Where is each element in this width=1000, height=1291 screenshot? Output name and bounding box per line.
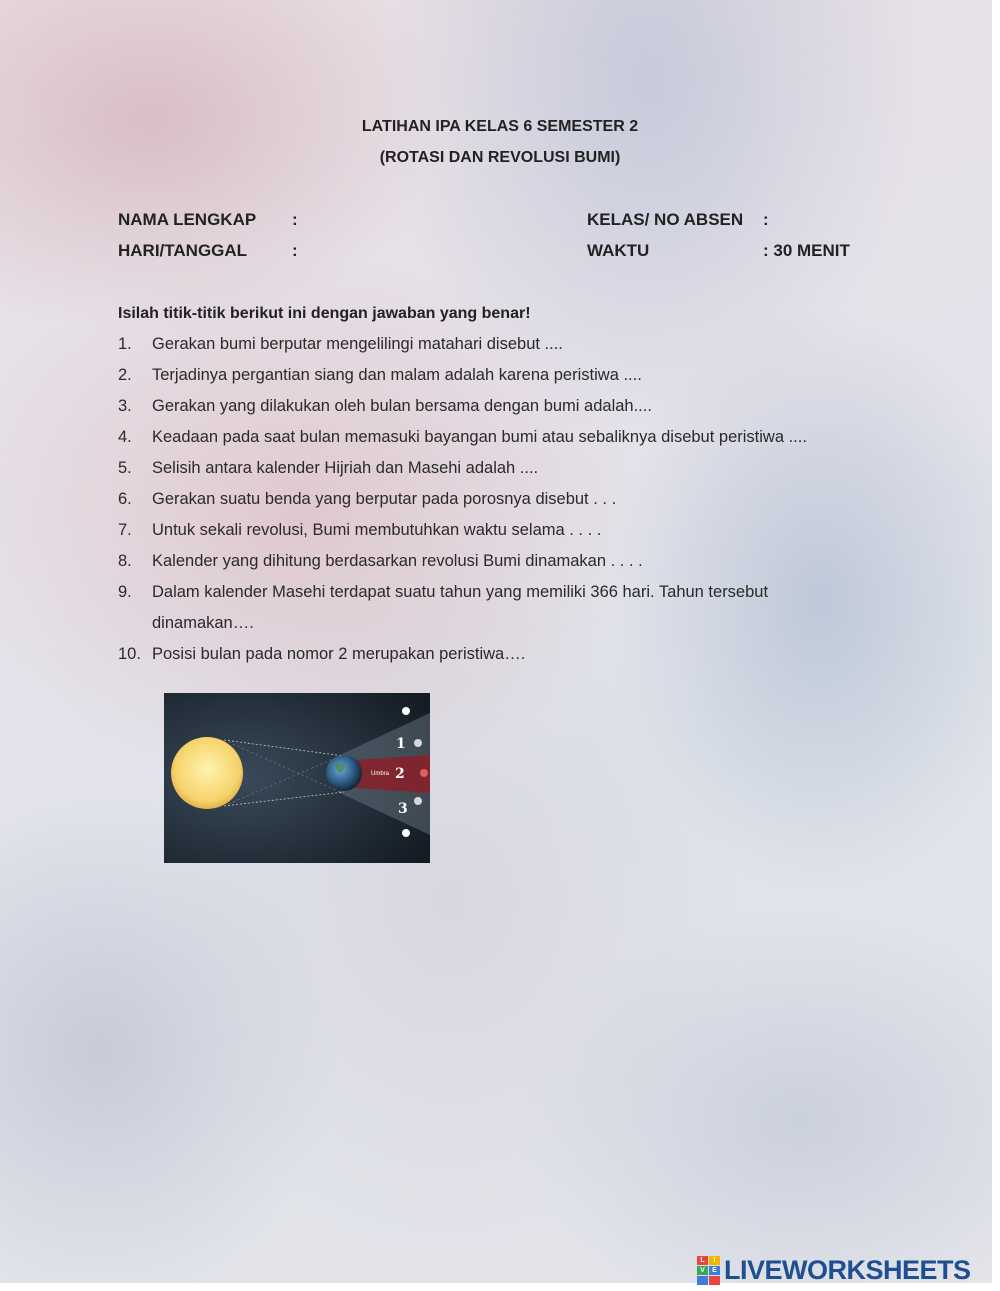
- lunar-eclipse-figure: [164, 693, 430, 863]
- time-value: : 30 MENIT: [763, 241, 850, 260]
- sun: [171, 737, 243, 809]
- worksheet-subtitle: (ROTASI DAN REVOLUSI BUMI): [379, 149, 621, 166]
- name-label: NAMA LENGKAP: [118, 210, 257, 229]
- question-number: 2.: [118, 366, 132, 384]
- date-colon: :: [292, 241, 298, 260]
- question-number: 7.: [118, 521, 132, 539]
- worksheet-title: LATIHAN IPA KELAS 6 SEMESTER 2: [361, 118, 639, 135]
- moon-position-3: [414, 797, 422, 805]
- time-label: WAKTU: [587, 241, 650, 260]
- question-number: 8.: [118, 552, 132, 570]
- logo-letter: L: [697, 1256, 708, 1265]
- moon-position: [402, 829, 410, 837]
- name-colon: :: [292, 210, 298, 229]
- moon-label-2: 2: [395, 766, 405, 782]
- moon-position-1: [414, 739, 422, 747]
- question-text: Selisih antara kalender Hijriah dan Masehi adalah ....: [152, 459, 539, 477]
- logo-letter: I: [709, 1256, 720, 1265]
- question-text: Keadaan pada saat bulan memasuki bayangan bumi atau sebaliknya disebut peristiwa ....: [152, 428, 807, 446]
- earth: [326, 755, 362, 791]
- logo-letter: E: [709, 1266, 720, 1275]
- logo-mark-icon: [697, 1256, 720, 1285]
- question-number: 5.: [118, 459, 132, 477]
- question-number: 4.: [118, 428, 132, 446]
- question-number: 3.: [118, 397, 132, 415]
- moon-position: [402, 707, 410, 715]
- moon-position-2: [420, 769, 428, 777]
- question-text: Gerakan suatu benda yang berputar pada porosnya disebut . . .: [152, 490, 617, 508]
- question-text: Dalam kalender Masehi terdapat suatu tahun yang memiliki 366 hari. Tahun tersebut dinamakan….: [152, 583, 769, 632]
- question-number: 10.: [118, 645, 141, 663]
- logo-block: [709, 1276, 720, 1285]
- question-text: Posisi bulan pada nomor 2 merupakan peristiwa….: [152, 645, 526, 663]
- question-text: Gerakan bumi berputar mengelilingi matahari disebut ....: [152, 335, 563, 353]
- question-text: Gerakan yang dilakukan oleh bulan bersama dengan bumi adalah....: [152, 397, 652, 415]
- logo-letter: V: [697, 1266, 708, 1275]
- question-number: 6.: [118, 490, 132, 508]
- question-text: Untuk sekali revolusi, Bumi membutuhkan waktu selama . . . .: [152, 521, 602, 539]
- umbra-label: Umbra: [371, 771, 390, 777]
- moon-label-3: 3: [398, 801, 408, 817]
- logo-text: LIVEWORKSHEETS: [724, 1254, 971, 1285]
- question-text: Terjadinya pergantian siang dan malam adalah karena peristiwa ....: [152, 366, 642, 384]
- moon-label-1: 1: [396, 736, 406, 752]
- date-label: HARI/TANGGAL: [118, 241, 248, 260]
- class-colon: :: [763, 210, 769, 229]
- instructions: Isilah titik-titik berikut ini dengan jawaban yang benar!: [118, 305, 531, 322]
- question-text: Kalender yang dihitung berdasarkan revolusi Bumi dinamakan . . . .: [152, 552, 643, 570]
- liveworksheets-logo[interactable]: [697, 1256, 971, 1284]
- page-edge-right: [992, 0, 1000, 1291]
- logo-block: [697, 1276, 708, 1285]
- question-number: 9.: [118, 583, 132, 601]
- question-number: 1.: [118, 335, 132, 353]
- class-label: KELAS/ NO ABSEN: [587, 210, 744, 229]
